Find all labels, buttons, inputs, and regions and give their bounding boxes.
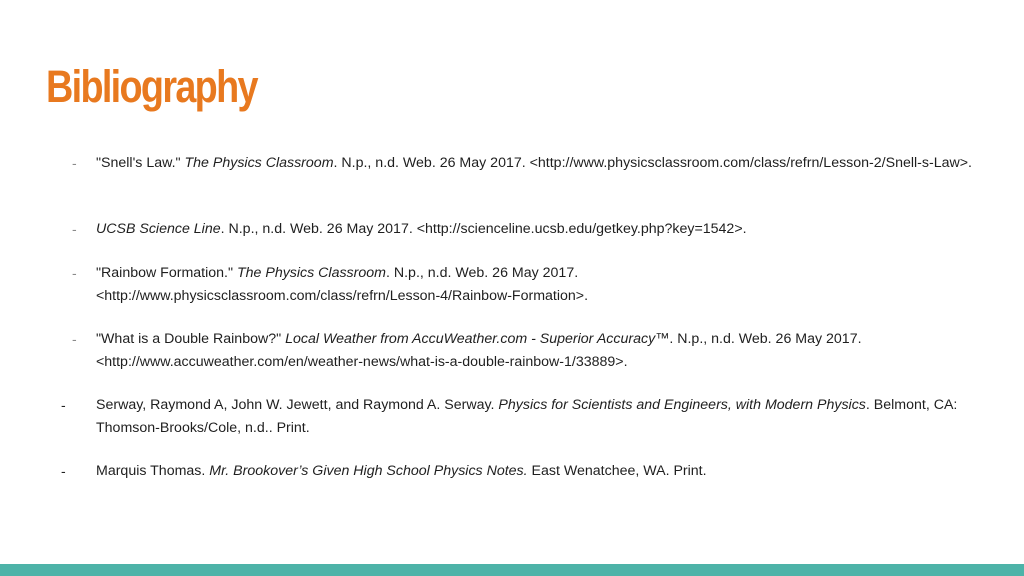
- reference-prefix: Serway, Raymond A, John W. Jewett, and Raymond A. Serway.: [96, 397, 499, 413]
- reference-details: ™. N.p., n.d. Web. 26 May 2017. <http://www.accuweather.com/en/weather-news/what-is-a-double-rainbow-1/33889>.: [96, 331, 862, 370]
- page-title: Bibliography: [46, 61, 257, 112]
- reference-source-title: UCSB Science Line: [96, 221, 221, 237]
- reference-details: . N.p., n.d. Web. 26 May 2017. <http://www.physicsclassroom.com/class/refrn/Lesson-2/Snell-s-Law>.: [333, 155, 972, 171]
- reference-text: [96, 152, 976, 175]
- bullet-dash: -: [72, 331, 77, 347]
- reference-details: . N.p., n.d. Web. 26 May 2017. <http://www.physicsclassroom.com/class/refrn/Lesson-4/Rainbow-Formation>.: [96, 265, 589, 304]
- reference-details: . N.p., n.d. Web. 26 May 2017. <http://scienceline.ucsb.edu/getkey.php?key=1542>.: [220, 221, 747, 237]
- bullet-dash: -: [72, 221, 77, 237]
- reference-text: [96, 328, 976, 373]
- reference-text: [96, 460, 976, 483]
- reference-prefix: "Rainbow Formation.": [96, 265, 237, 281]
- reference-source-title: Local Weather from AccuWeather.com - Superior Accuracy: [285, 331, 656, 347]
- bullet-dash: -: [72, 265, 77, 281]
- bullet-dash: -: [61, 397, 66, 413]
- reference-text: [96, 218, 976, 241]
- reference-source-title: The Physics Classroom: [236, 265, 386, 281]
- reference-source-title: Physics for Scientists and Engineers, with Modern Physics: [498, 397, 866, 413]
- reference-text: [96, 262, 656, 307]
- reference-source-title: Mr. Brookover’s Given High School Physics Notes.: [209, 463, 528, 479]
- reference-prefix: Marquis Thomas.: [96, 463, 210, 479]
- reference-details: East Wenatchee, WA. Print.: [527, 463, 707, 479]
- reference-source-title: The Physics Classroom: [184, 155, 334, 171]
- bottom-accent-bar: [0, 564, 1024, 576]
- reference-details: . Belmont, CA: Thomson-Brooks/Cole, n.d.. Print.: [96, 397, 958, 436]
- bullet-dash: -: [72, 155, 77, 171]
- reference-prefix: "What is a Double Rainbow?": [96, 331, 286, 347]
- bullet-dash: -: [61, 463, 66, 479]
- reference-text: [96, 394, 976, 439]
- reference-prefix: "Snell's Law.": [96, 155, 185, 171]
